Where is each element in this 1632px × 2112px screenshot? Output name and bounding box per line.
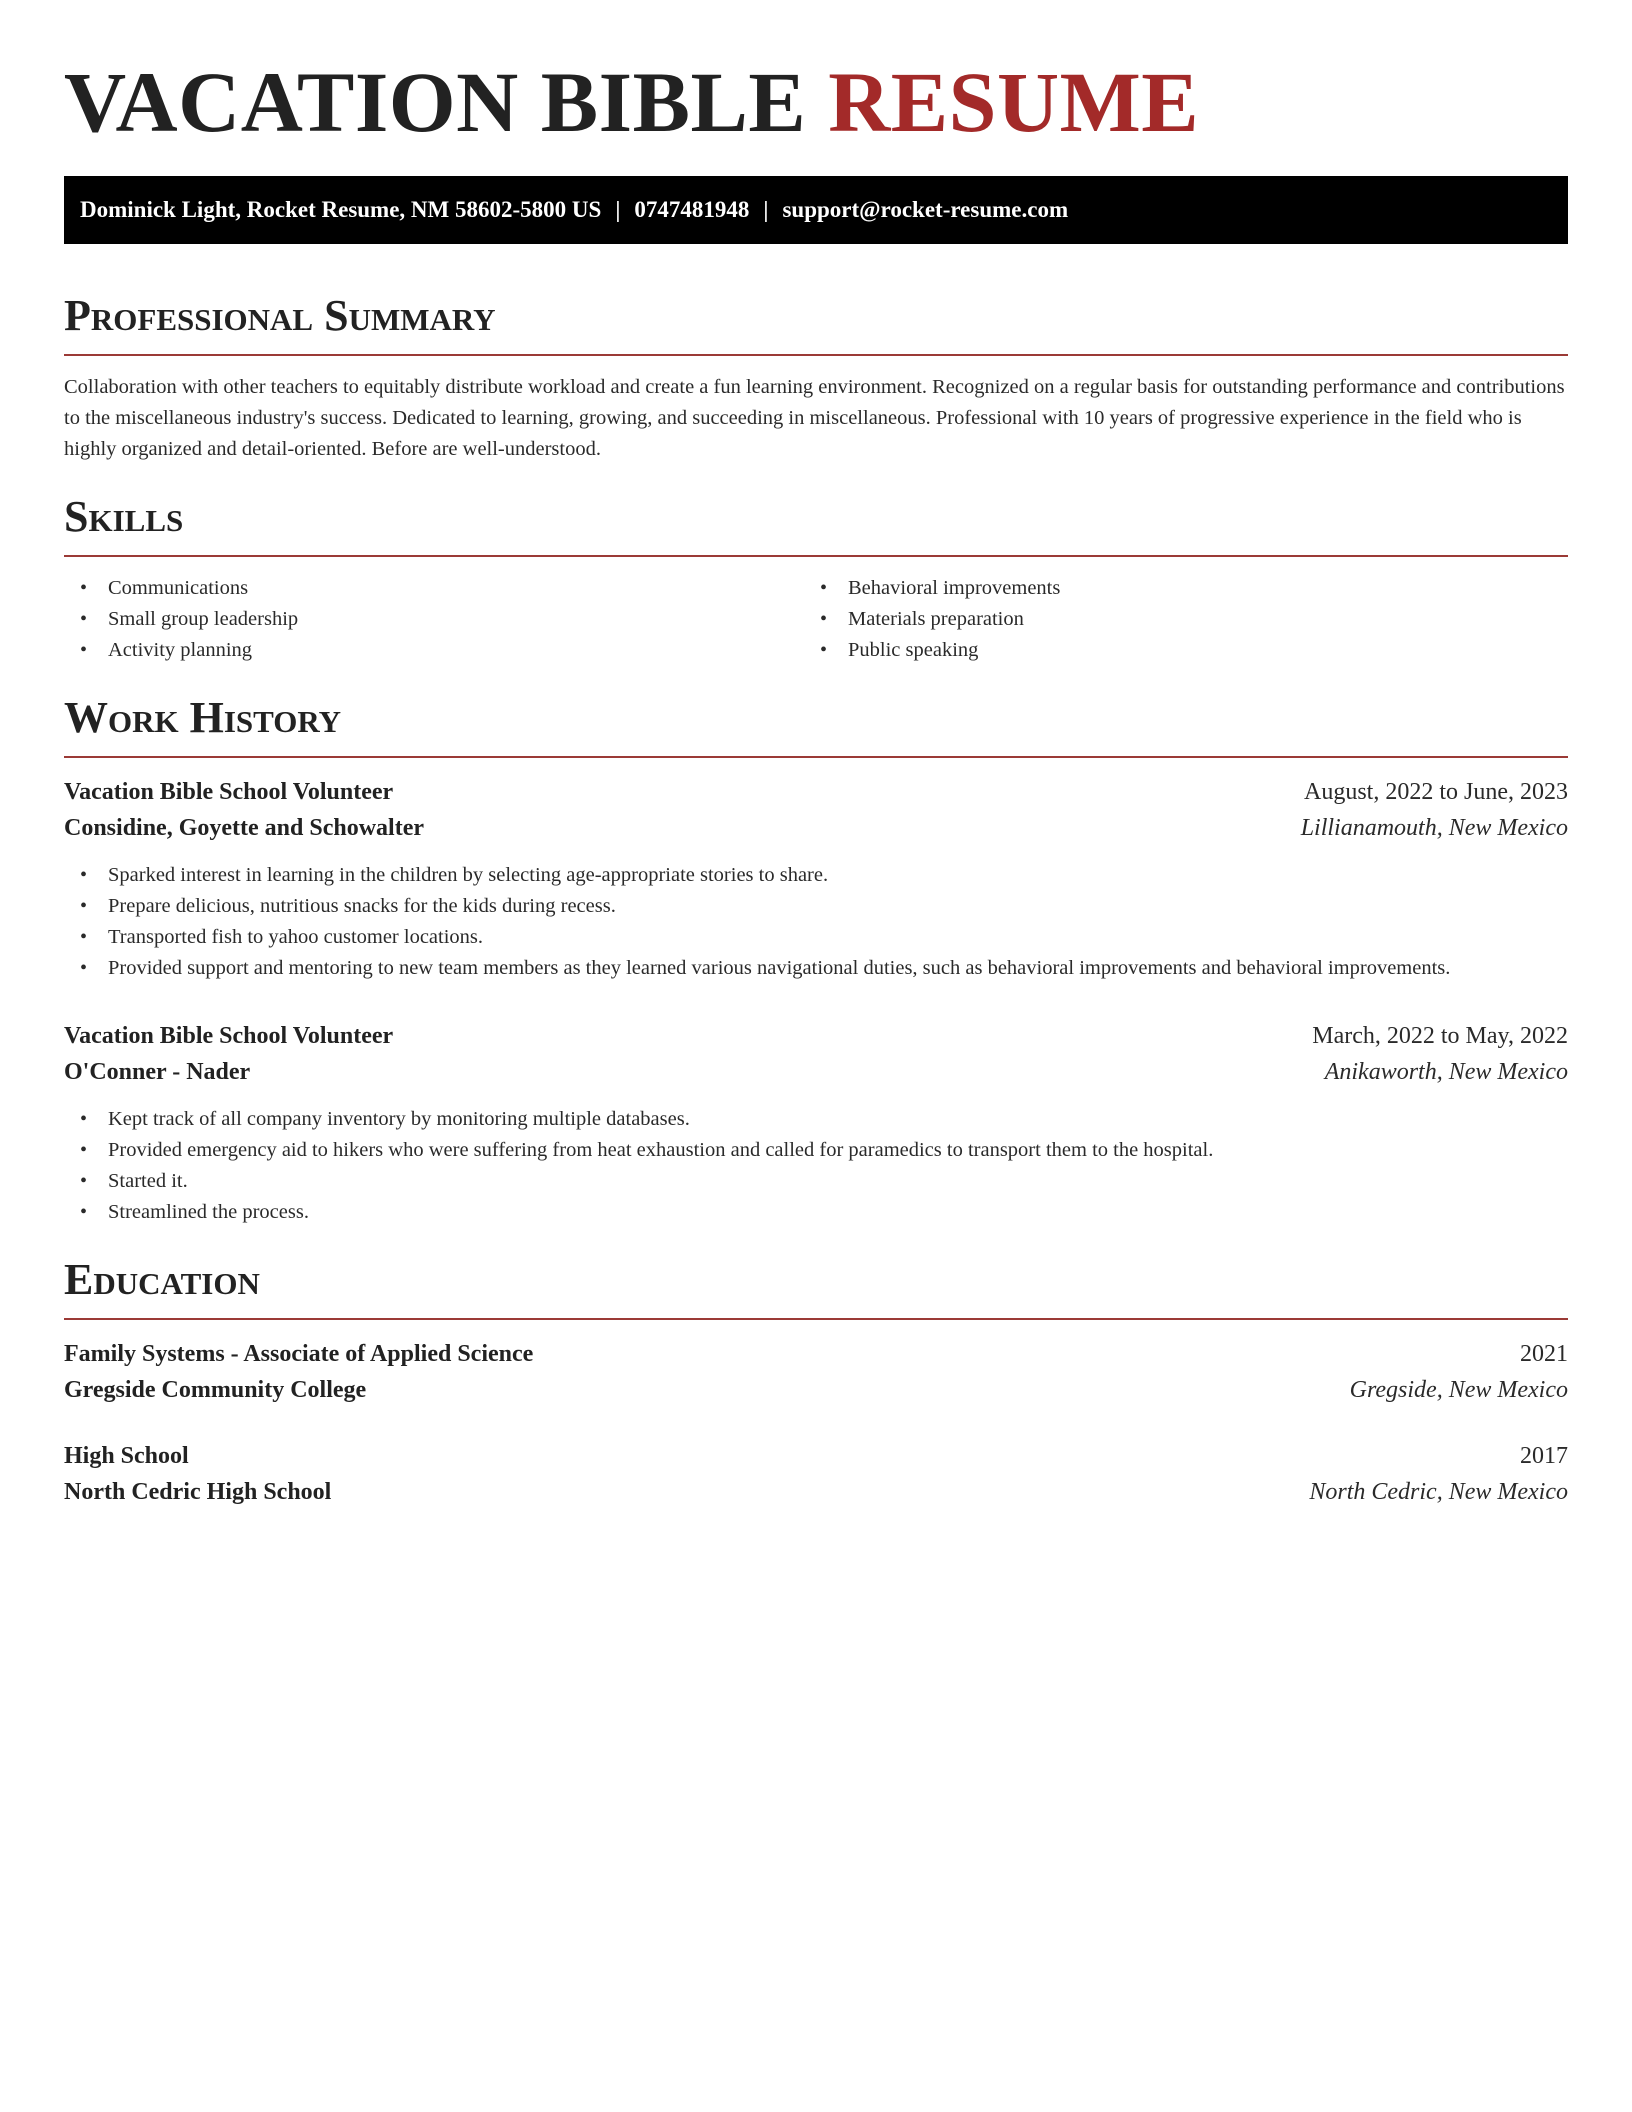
education-school-row	[64, 1474, 1568, 1510]
job-location: Anikaworth, New Mexico	[1324, 1059, 1568, 1085]
section-divider	[64, 756, 1568, 758]
education-heading: Education	[64, 1255, 260, 1304]
skills-columns	[64, 573, 1568, 666]
job-bullet: • Prepare delicious, nutritious snacks for the kids during recess.	[64, 891, 1568, 922]
job-dates: March, 2022 to May, 2022	[1312, 1023, 1568, 1049]
education-entry	[64, 1438, 1568, 1510]
skill-item: • Small group leadership	[64, 604, 804, 635]
skills-section	[64, 491, 1568, 666]
job-company-row	[64, 810, 1568, 846]
education-location: North Cedric, New Mexico	[1309, 1479, 1568, 1505]
skill-item: • Communications	[64, 573, 804, 604]
job-location: Lillianamouth, New Mexico	[1300, 815, 1568, 841]
job-header-row	[64, 774, 1568, 810]
skills-heading: Skills	[64, 492, 184, 541]
section-divider	[64, 354, 1568, 356]
job-bullet: • Provided support and mentoring to new team members as they learned various navigational duties, such as behavioral improvements and behavioral improvements.	[64, 953, 1568, 984]
contact-address: Dominick Light, Rocket Resume, NM 58602-5800 US	[80, 197, 602, 222]
job-company: Considine, Goyette and Schowalter	[64, 815, 424, 841]
job-title: Vacation Bible School Volunteer	[64, 1023, 394, 1049]
education-school: Gregside Community College	[64, 1377, 367, 1403]
education-school-row	[64, 1372, 1568, 1408]
job-bullet: • Started it.	[64, 1166, 1568, 1197]
education-entry	[64, 1336, 1568, 1408]
skills-list-left	[64, 573, 804, 666]
education-header-row	[64, 1438, 1568, 1474]
job-header-row	[64, 1018, 1568, 1054]
title-part-2: RESUME	[828, 54, 1200, 150]
job-dates: August, 2022 to June, 2023	[1304, 779, 1568, 805]
contact-email[interactable]: support@rocket-resume.com	[782, 197, 1069, 222]
education-header-row	[64, 1336, 1568, 1372]
section-divider	[64, 1318, 1568, 1320]
resume-page	[64, 0, 1568, 1510]
job-bullet: • Provided emergency aid to hikers who were suffering from heat exhaustion and called for paramedics to transport them to the hospital.	[64, 1135, 1568, 1166]
job-company: O'Conner - Nader	[64, 1059, 251, 1085]
education-degree: High School	[64, 1443, 189, 1469]
summary-section	[64, 290, 1568, 465]
job-entry	[64, 1018, 1568, 1228]
job-bullets	[64, 1104, 1568, 1228]
contact-phone[interactable]: 0747481948	[634, 197, 750, 222]
education-location: Gregside, New Mexico	[1349, 1377, 1568, 1403]
education-degree: Family Systems - Associate of Applied Science	[64, 1341, 534, 1367]
summary-text: Collaboration with other teachers to equitably distribute workload and create a fun learning environment. Recognized on a regular basis for outstanding performance and contributions to the miscellaneous industry's success. Dedicated to learning, growing, and succeeding in miscellaneous. Professional with 10 years of progressive experience in the field who is highly organized and detail-oriented. Before are well-understood.	[64, 376, 1565, 460]
summary-heading: Professional Summary	[64, 291, 496, 340]
skill-item: • Activity planning	[64, 635, 804, 666]
resume-title	[64, 0, 1568, 152]
education-section	[64, 1254, 1568, 1510]
job-bullet: • Streamlined the process.	[64, 1197, 1568, 1228]
job-title: Vacation Bible School Volunteer	[64, 779, 394, 805]
skill-item: • Materials preparation	[804, 604, 1544, 635]
contact-bar	[64, 176, 1568, 244]
job-company-row	[64, 1054, 1568, 1090]
contact-separator: |	[615, 197, 621, 222]
title-part-1: VACATION BIBLE	[64, 54, 807, 150]
job-bullet: • Transported fish to yahoo customer locations.	[64, 922, 1568, 953]
education-year: 2021	[1520, 1341, 1568, 1367]
job-bullets	[64, 860, 1568, 984]
education-year: 2017	[1520, 1443, 1568, 1469]
skill-item: • Public speaking	[804, 635, 1544, 666]
work-history-section	[64, 692, 1568, 1228]
skill-item: • Behavioral improvements	[804, 573, 1544, 604]
job-bullet: • Kept track of all company inventory by monitoring multiple databases.	[64, 1104, 1568, 1135]
skills-list-right	[804, 573, 1544, 666]
section-divider	[64, 555, 1568, 557]
job-bullet: • Sparked interest in learning in the children by selecting age-appropriate stories to share.	[64, 860, 1568, 891]
work-history-heading: Work History	[64, 693, 342, 742]
education-school: North Cedric High School	[64, 1479, 332, 1505]
job-entry	[64, 774, 1568, 984]
contact-separator: |	[763, 197, 769, 222]
